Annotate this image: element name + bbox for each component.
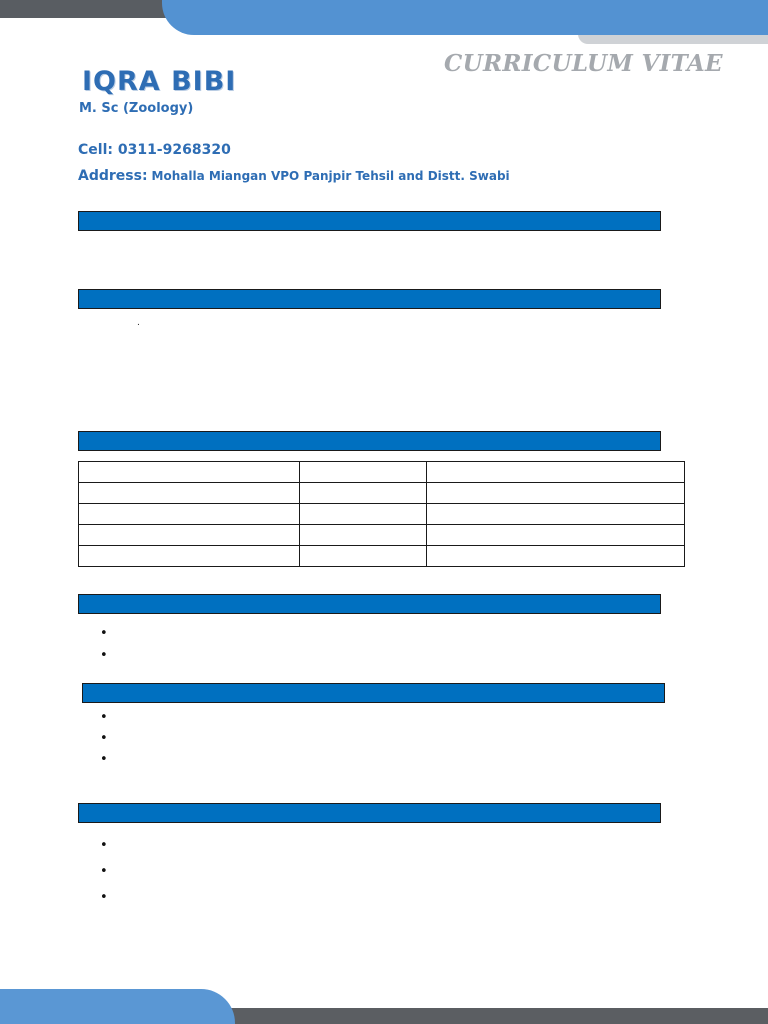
section-bar-4 <box>78 594 661 614</box>
bullet-icon: • <box>100 838 108 853</box>
table-cell <box>300 483 427 504</box>
top-blue-banner <box>162 0 768 35</box>
table-cell <box>79 483 300 504</box>
bullet-icon: • <box>100 890 108 905</box>
table-row <box>79 504 685 525</box>
table-cell <box>427 546 685 567</box>
table-cell <box>79 504 300 525</box>
contact-address <box>78 165 510 184</box>
bullet-icon: • <box>100 731 108 746</box>
table-cell <box>427 504 685 525</box>
table-cell <box>79 462 300 483</box>
bullet-list-c <box>100 839 118 917</box>
qualification-table <box>78 461 685 567</box>
list-item <box>100 839 118 865</box>
bullet-list-a <box>100 627 118 671</box>
table-cell <box>427 525 685 546</box>
table-row <box>79 525 685 546</box>
list-item <box>100 627 118 649</box>
bullet-icon: • <box>100 752 108 767</box>
section-bar-2 <box>78 289 661 309</box>
table-cell <box>79 525 300 546</box>
bottom-blue-tab <box>0 989 235 1024</box>
table-row <box>79 546 685 567</box>
list-item <box>100 753 118 774</box>
bullet-icon: • <box>100 648 108 663</box>
section-bar-3 <box>78 431 661 451</box>
table-cell <box>300 504 427 525</box>
address-label: Address: <box>78 168 148 184</box>
table-cell <box>427 483 685 504</box>
table-row <box>79 483 685 504</box>
section-bar-1 <box>78 211 661 231</box>
list-item <box>100 732 118 753</box>
candidate-name: IQRA BIBI <box>82 66 237 97</box>
list-item <box>100 649 118 671</box>
section-bar-6 <box>78 803 661 823</box>
bullet-icon: • <box>100 626 108 641</box>
section-2-mark: . <box>137 318 140 328</box>
table-cell <box>300 525 427 546</box>
table-cell <box>427 462 685 483</box>
document-title: CURRICULUM VITAE <box>444 50 723 77</box>
table-cell <box>79 546 300 567</box>
list-item <box>100 711 118 732</box>
table-cell <box>300 546 427 567</box>
address-value: Mohalla Miangan VPO Panjpir Tehsil and Distt. Swabi <box>151 169 510 183</box>
bullet-icon: • <box>100 864 108 879</box>
table-cell <box>300 462 427 483</box>
list-item <box>100 891 118 917</box>
contact-cell: Cell: 0311-9268320 <box>78 142 231 158</box>
bullet-list-b <box>100 711 118 774</box>
list-item <box>100 865 118 891</box>
table-row <box>79 462 685 483</box>
section-bar-5 <box>82 683 665 703</box>
bullet-icon: • <box>100 710 108 725</box>
candidate-degree: M. Sc (Zoology) <box>79 101 194 116</box>
